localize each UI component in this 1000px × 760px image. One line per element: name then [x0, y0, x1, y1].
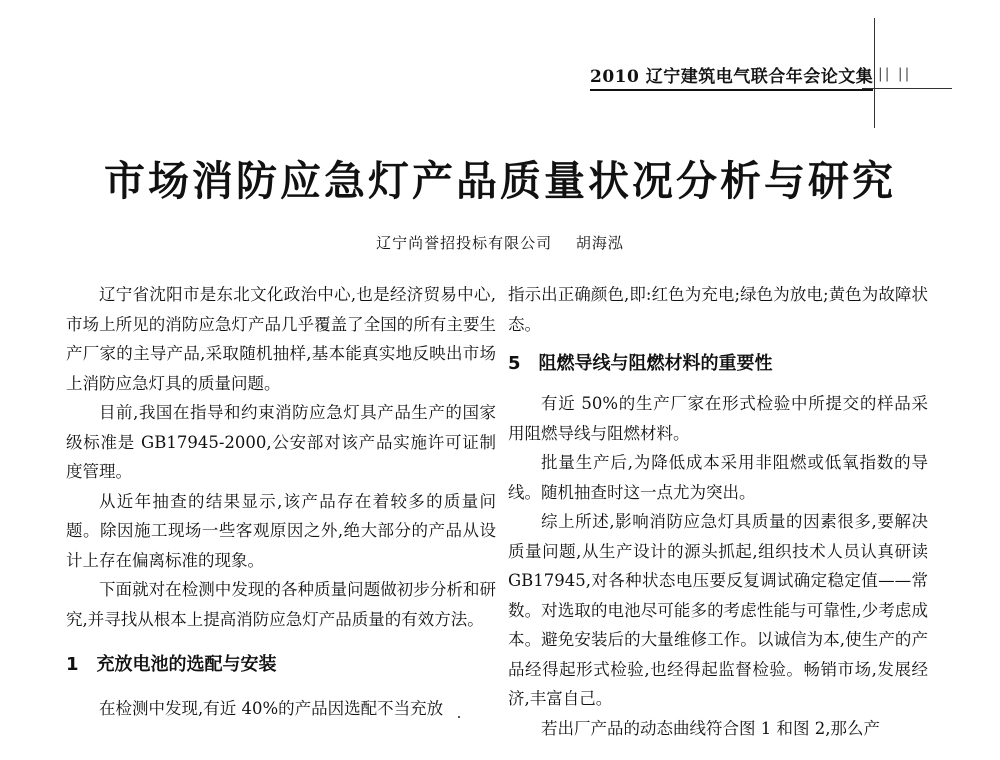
body-paragraph: 在检测中发现,有近 40%的产品因选配不当充放: [99, 699, 444, 718]
left-column: [66, 280, 496, 724]
section-number: 1: [66, 654, 79, 675]
body-paragraph: 若出厂产品的动态曲线符合图 1 和图 2,那么产: [541, 718, 880, 738]
crop-mark-vertical: [874, 18, 875, 128]
body-paragraph: 有近 50%的生产厂家在形式检验中所提交的样品采用阻燃导线与阻燃材料。: [508, 394, 928, 443]
byline: [0, 232, 1000, 253]
body-paragraph: 综上所述,影响消防应急灯具质量的因素很多,要解决质量问题,从生产设计的源头抓起,组织技术人员认真研读 GB17945,对各种状态电压要反复调试确定稳定值——常数。对选取的电池尽可能多的考虑性能与可靠性,少考虑成本。避免安装后的大量维修工作。以诚信为本,使生产的产品经得起形式检验,也经得起监督检验。畅销市场,发展经济,丰富自己。: [508, 512, 928, 708]
section-heading-5: [508, 349, 928, 379]
body-paragraph: 从近年抽查的结果显示,该产品存在着较多的质量问题。除因施工现场一些客观原因之外,绝大部分的产品从设计上存在偏离标准的现象。: [66, 491, 496, 570]
author-affiliation: 辽宁尚誉招投标有限公司: [376, 234, 553, 252]
continued-paragraph: 指示出正确颜色,即:红色为充电;绿色为放电;黄色为故障状态。: [508, 285, 928, 334]
body-paragraph: 下面就对在检测中发现的各种质量问题做初步分析和研究,并寻找从根本上提高消防应急灯产品质量的有效方法。: [66, 580, 496, 629]
right-column: [508, 280, 928, 743]
running-header: 2010 辽宁建筑电气联合年会论文集: [590, 62, 873, 91]
body-paragraph: 批量生产后,为降低成本采用非阻燃或低氧指数的导线。随机抽查时这一点尤为突出。: [508, 453, 928, 502]
body-paragraph: 目前,我国在指导和约束消防应急灯具产品生产的国家级标准是 GB17945-2000,公安部对该产品实施许可证制度管理。: [66, 403, 496, 481]
scan-speck: [458, 716, 460, 718]
section-title: 充放电池的选配与安装: [96, 654, 277, 675]
article-title: 市场消防应急灯产品质量状况分析与研究: [104, 157, 896, 205]
header-marks: || ||: [878, 66, 912, 82]
author-name: 胡海泓: [575, 234, 624, 252]
section-title: 阻燃导线与阻燃材料的重要性: [538, 353, 773, 374]
section-number: 5: [508, 353, 521, 374]
crop-mark-horizontal: [862, 88, 952, 89]
section-heading-1: [66, 650, 496, 680]
body-paragraph: 辽宁省沈阳市是东北文化政治中心,也是经济贸易中心,市场上所见的消防应急灯产品几乎覆盖了全国的所有主要生产厂家的主导产品,采取随机抽样,基本能真实地反映出市场上消防应急灯具的质量问题。: [66, 285, 496, 393]
